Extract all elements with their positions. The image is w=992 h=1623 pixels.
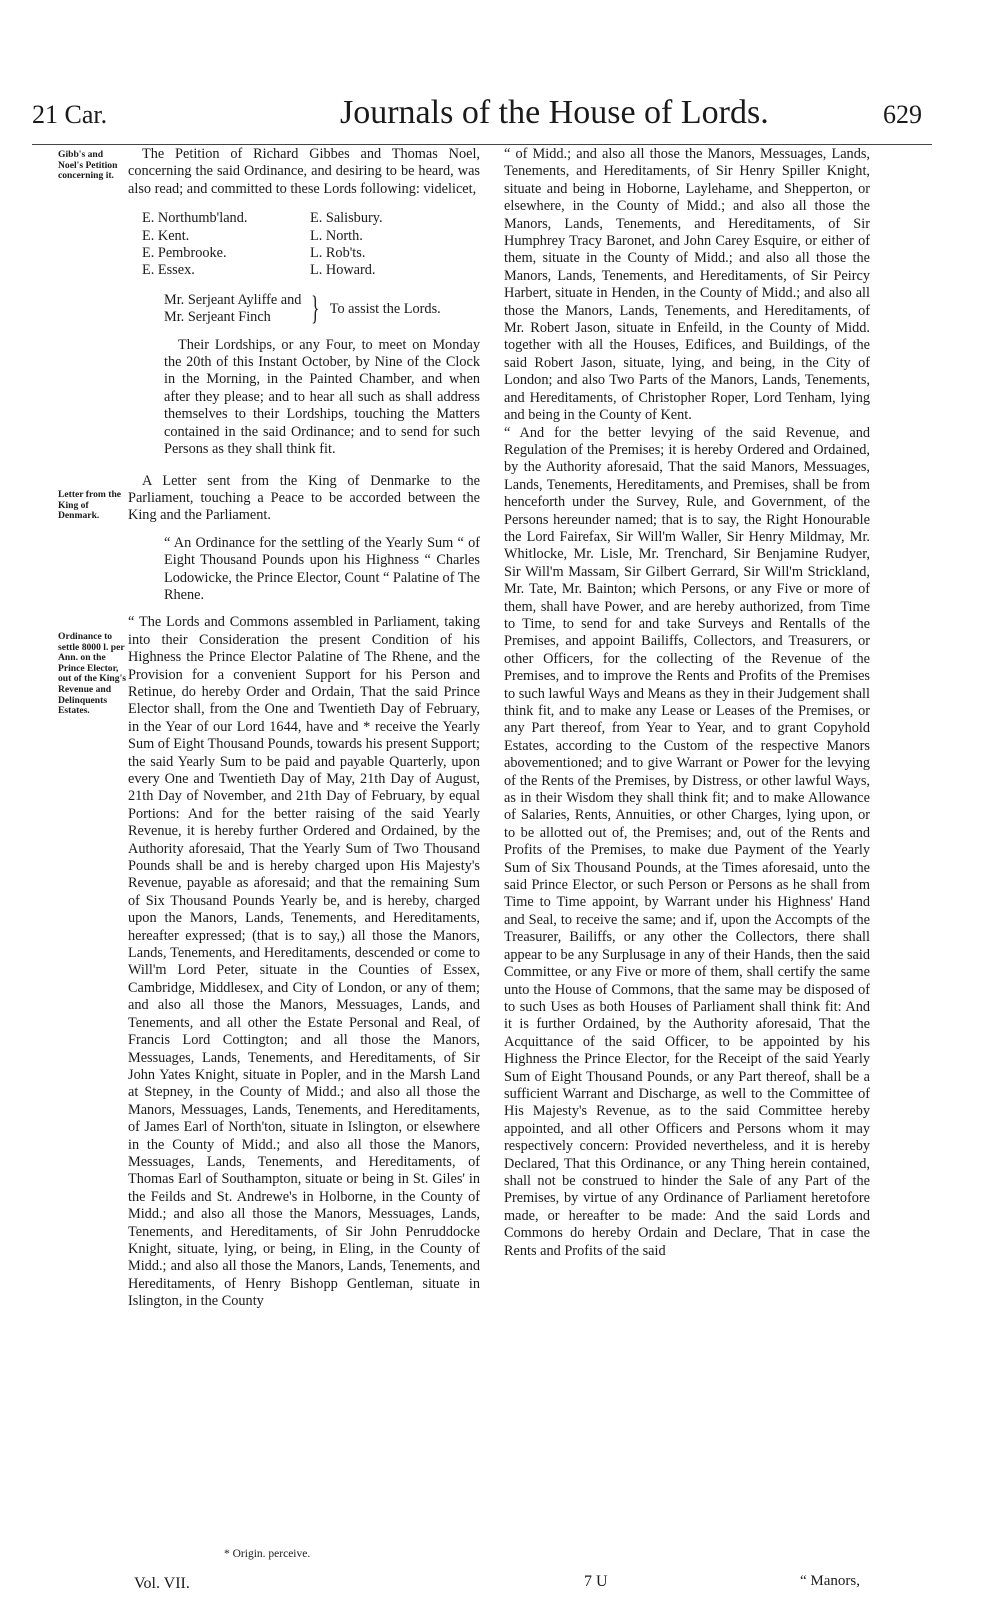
ordinance-regulation: “ And for the better levying of the said Revenue, and Regulation of the Premises; it is hereby Ordered and Ordained, by the Authority aforesaid, That the said Manors, Messuages, Lands, Tenements, Hereditaments, and Premises, shall be from henceforth under the Survey, Rule, and Government, of the Persons hereunder named; that is to say, the Right Honourable the Lord Fairefax, Sir Will'm Waller, Sir Henry Mildmay, Mr. Whitlocke, Mr. Lisle, Mr. Trenchard, Sir Benjamine Rudyer, Sir Will'm Massam, Sir Gilbert Gerrard, Sir Will'm Strickland, Mr. Tate, Mr. Bainton; which Persons, or any Five or more of them, shall have Power, and are hereby authorized, from Time to Time, to send for and take Surveys and Rentalls of the Premises, and appoint Bailiffs, Collectors, and Treasurers, or other Officers, for the collecting of the Revenue of the Premises, and to improve the Rents and Profits of the Premises to such lawful Ways and Means as they in their Judgement shall think fit, and to make any Lease or Leases of the Premises, or any Part thereof, from Year to Year, and to grant Copyhold Estates, according to the Custom of the respective Manors abovementioned; and to give Warrant or Power for the levying of the Rents of the Premises, by Distress, or other lawful Ways, as in their Wisdom they shall think fit; and to make Allowance of Salaries, Rents, Annuities, or other Charges, lying upon, or to be allotted out of, the Premises; and, out of the Rents and Profits of the Premises, to make due Payment of the Yearly Sum of Six Thousand Pounds, at the Times aforesaid, unto the said Prince Elector, or such Person or Persons as he shall from Time to Time appoint, by Warrant under his Highness' Hand and Seal, to receive the same; and if, upon the Accompts of the Treasurer, Bailiffs, or any other the Collectors, there shall appear to be any Surplusage in any of their Hands, then the said Committee, or any Five or more of them, shall certify the same unto the House of Commons, that the same may be disposed of to such Uses as both Houses of Parliament shall think fit: And it is further Ordained, by the Authority aforesaid, That the Acquittance of the said Officer, to be appointed by his Highness the Prince Elector, for the Receipt of the said Yearly Sum of Eight Thousand Pounds, or any Part thereof, shall be a sufficient Warrant and Discharge, as well to the Committee of His Majesty's Revenue, as to the said Committee hereby appointed, and all other Officers and Persons whom it may respectively concern: Provided nevertheless, and it is hereby Declared, That this Ordinance, or any Thing herein contained, shall not be construed to hinder the Sale of any Part of the Premises, by virtue of any Ordinance of Parliament heretofore made, or hereafter to be made: And the said Lords and Commons do hereby Ordain and Declare, That in case the Rents and Profits of the said [504,424,870,1259]
page-number: 629 [883,100,922,129]
letter-paragraph: A Letter sent from the King of Denmarke to the Parliament, touching a Peace to be accorded between the King and the Parliament. [128,472,480,524]
footnote: * Origin. perceive. [224,1548,311,1560]
catchword: “ Manors, [800,1573,860,1589]
lords-list-right [310,210,478,280]
petition-paragraph: The Petition of Richard Gibbes and Thomas Noel, concerning the said Ordinance, and desiring to be heard, was also read; and committed to these Lords following: videlicet, [128,146,480,197]
brace-glyph: } [311,290,320,328]
page-header [0,94,992,140]
lord-entry: E. Kent. [142,227,190,244]
serjeants-block [164,292,480,327]
lord-entry: E. Northumb'land. [142,210,248,227]
volume-label: Vol. VII. [134,1575,190,1592]
right-column [504,146,870,1260]
running-title: Journals of the House of Lords. [340,94,769,131]
committee-lords [142,210,480,280]
lord-entry: E. Pembrooke. [142,245,227,262]
meeting-paragraph: Their Lordships, or any Four, to meet on Monday the 20th of this Instant October, by Nine of the Clock in the Morning, in the Painted Chamber, and when after they please; and to hear all such as shall address themselves to their Lordships, touching the Matters contained in the said Ordinance; and to send for such Persons as they shall think fit. [164,336,480,458]
ordinance-body: “ The Lords and Commons assembled in Parliament, taking into their Consideration the present Condition of his Highness the Prince Elector Palatine of The Rhene, and the Provision for a convenient Support for his Person and Retinue, do hereby Order and Ordain, That the said Prince Elector shall, from the One and Twentieth Day of February, in the Year of our Lord 1644, have and * receive the Yearly Sum of Eight Thousand Pounds, towards his present Support; the said Yearly Sum to be paid and payable Quarterly, upon every One and Twentieth Day of May, 21th Day of August, 21th Day of November, and 21th Day of February, by equal Portions: And for the better raising of the said Yearly Revenue, it is hereby further Ordered and Ordained, by the Authority aforesaid, That the Yearly Sum of Two Thousand Pounds shall be and is hereby charged upon His Majesty's Revenue, payable as aforesaid; and that the remaining Sum of Six Thousand Pounds Yearly be, and is hereby, charged upon the Manors, Lands, Tenements, and Hereditaments, hereafter expressed; (that is to say,) all those the Manors, Lands, Tenements, and Hereditaments, descended or come to Will'm Lord Peter, situate in the Counties of Essex, Cambridge, Middlesex, and City of London, or any of them; and also all those the Manors, Messuages, Lands, and Tenements, and all other the Estate Personal and Real, of Francis Lord Cottington; and all those the Manors, Messuages, Lands, Tenements, and Hereditaments, of Sir John Yates Knight, situate in Popler, and in the Marsh Land at Stepney, in the County of Midd.; and also all those the Manors, Messuages, Lands, Tenements, and Hereditaments, of James Earl of North'ton, situate in Islington, or elsewhere in the County of Midd.; and also all those the Manors, Messuages, Lands, Tenements, and Hereditaments, of Thomas Earl of Southampton, situate or being in St. Giles' in the Feilds and St. Andrewe's in Holborne, in the County of Midd.; and also all those the Manors, Messuages, Lands, Tenements, and Hereditaments, of Sir John Penruddocke Knight, situate, lying, or being, in Eling, in the County of Midd.; and also all those the Manors, Lands, Tenements, and Hereditaments, of Henry Bishopp Gentleman, situate in Islington, in the County [128,614,480,1310]
margin-note-ordinance: Ordinance to settle 8000 l. per Ann. on the Prince Elector, out of the King's Revenue and Delinquents Estates. [58,631,126,717]
ordinance-title: “ An Ordinance for the settling of the Yearly Sum “ of Eight Thousand Pounds upon his Highness “ Charles Lodowicke, the Prince Elector, Count “ Palatine of The Rhene. [164,534,480,603]
ordinance-continued: “ of Midd.; and also all those the Manors, Messuages, Lands, Tenements, and Hereditaments, of Sir Henry Spiller Knight, situate and being in Hoborne, Laylehame, and Shepperton, or elsewhere, in the County of Midd.; and also all those the Manors, Lands, Tenements, and Hereditaments, of Sir Humphrey Tracy Baronet, and John Carey Esquire, or either of them, situate in the County of Midd.; and also all those the Manors, Lands, Tenements, and Hereditaments, of Sir Peircy Harbert, situate in Henden, in the County of Midd.; and also all those the Manors, Lands, Tenements, and Hereditaments, of Mr. Robert Jason, situate in Enfeild, in the County of Midd. together with all the Houses, Edifices, and Buildings, of the said Robert Jason, situate, lying, and being, in the City of London; and also Two Parts of the Manors, Lands, Tenements, and Hereditaments, of Christopher Roper, Lord Tenham, lying and being in the County of Kent. [504,146,870,424]
lord-entry: L. Rob'ts. [310,245,366,262]
serjeant-name: Mr. Serjeant Finch [164,309,271,326]
assist-note: To assist the Lords. [329,300,441,317]
lord-entry: L. Howard. [310,262,376,279]
margin-note-letter: Letter from the King of Denmark. [58,489,122,522]
left-column [128,146,480,1311]
lords-list-left [142,210,310,280]
lord-entry: L. North. [310,227,363,244]
serjeant-name: Mr. Serjeant Ayliffe and [164,291,302,308]
signature-mark: 7 U [584,1573,608,1590]
lord-entry: E. Essex. [142,262,195,279]
margin-note-petition: Gibb's and Noel's Petition concerning it. [58,149,118,182]
header-rule [32,144,932,145]
regnal-year: 21 Car. [32,100,108,129]
lord-entry: E. Salisbury. [310,210,383,227]
